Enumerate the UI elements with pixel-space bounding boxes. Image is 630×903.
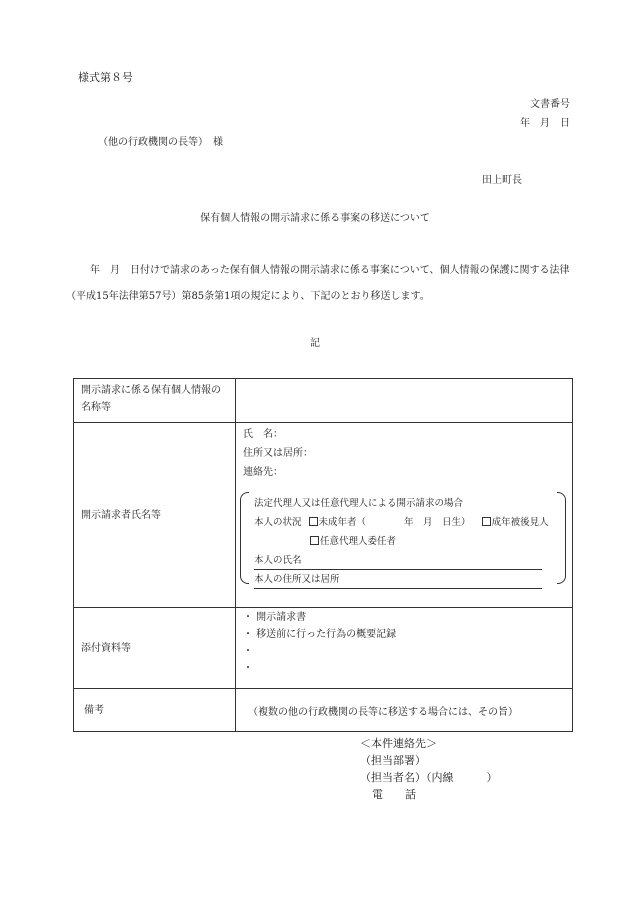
principal-name-label: 本人の氏名 xyxy=(254,555,302,566)
attachment-item: ・ 移送前に行った行為の概要記録 xyxy=(243,629,397,640)
table-row xyxy=(74,689,573,732)
minor-label: 未成年者（ 年 月 日生） xyxy=(318,517,471,528)
row-label-attachments xyxy=(74,608,236,689)
principal-address-line xyxy=(254,570,542,589)
voluntary-principal-checkbox[interactable] xyxy=(310,536,319,545)
row-value-requester xyxy=(236,423,573,608)
row-value-remarks: （複数の他の行政機関の長等に移送する場合には、その旨） xyxy=(236,689,573,732)
document-number-label: 文書番号 xyxy=(530,99,570,110)
row-value-info-name xyxy=(236,379,573,423)
table-row xyxy=(74,608,573,689)
table-row xyxy=(74,379,573,423)
row-label-info-name: 開示請求に係る保有個人情報の名称等 xyxy=(74,379,236,423)
document-title: 保有個人情報の開示請求に係る事案の移送について xyxy=(200,213,430,224)
principal-name-line xyxy=(254,551,542,570)
principal-address-label: 本人の住所又は居所 xyxy=(254,574,340,585)
row-label-requester xyxy=(74,423,236,608)
form-number: 様式第８号 xyxy=(78,71,133,84)
attachment-item: ・ 開示請求書 xyxy=(243,612,307,623)
body-text: 年 月 日付けで請求のあった保有個人情報の開示請求に係る事案について、個人情報の保護に関する法律（平成15年法律第57号）第85条第1項の規定により、下記のとおり移送します。 xyxy=(66,265,570,302)
adult-ward-label: 成年被後見人 xyxy=(491,517,549,528)
agent-heading: 法定代理人又は任意代理人による開示請求の場合 xyxy=(254,498,464,509)
ki-heading: 記 xyxy=(310,338,320,349)
contact-heading: ＜本件連絡先＞ xyxy=(360,737,437,750)
principal-status-line xyxy=(254,513,552,532)
attachments-label-text: 添付資料等 xyxy=(81,642,131,654)
adult-ward-checkbox[interactable] xyxy=(482,517,491,526)
contact-department: （担当部署） xyxy=(360,754,426,767)
principal-status-label: 本人の状況 xyxy=(254,517,302,528)
contact-person: （担当者名）（内線 ） xyxy=(360,771,498,784)
addressee: （他の行政機関の長等） 様 xyxy=(98,137,223,148)
body-text-block xyxy=(66,258,576,310)
requester-label-text: 開示請求者氏名等 xyxy=(81,509,161,521)
attachment-item: ・ xyxy=(243,646,253,657)
table-row xyxy=(74,423,573,608)
requester-address-field: 住所又は居所： xyxy=(243,448,313,459)
requester-name-field: 氏 名： xyxy=(243,429,283,440)
contact-block xyxy=(360,735,498,803)
row-label-remarks: 備考 xyxy=(74,689,236,732)
agent-request-bracket xyxy=(240,492,566,584)
sender: 田上町長 xyxy=(482,175,522,186)
requester-contact-field: 連絡先： xyxy=(243,467,283,478)
date-label: 年 月 日 xyxy=(520,118,570,129)
attachment-item: ・ xyxy=(243,663,253,674)
transfer-details-table xyxy=(73,378,573,732)
voluntary-principal-line xyxy=(254,532,552,551)
minor-checkbox[interactable] xyxy=(309,517,318,526)
contact-phone: 電 話 xyxy=(372,788,416,801)
voluntary-principal-label: 任意代理人委任者 xyxy=(320,536,397,547)
row-value-attachments xyxy=(236,608,573,689)
